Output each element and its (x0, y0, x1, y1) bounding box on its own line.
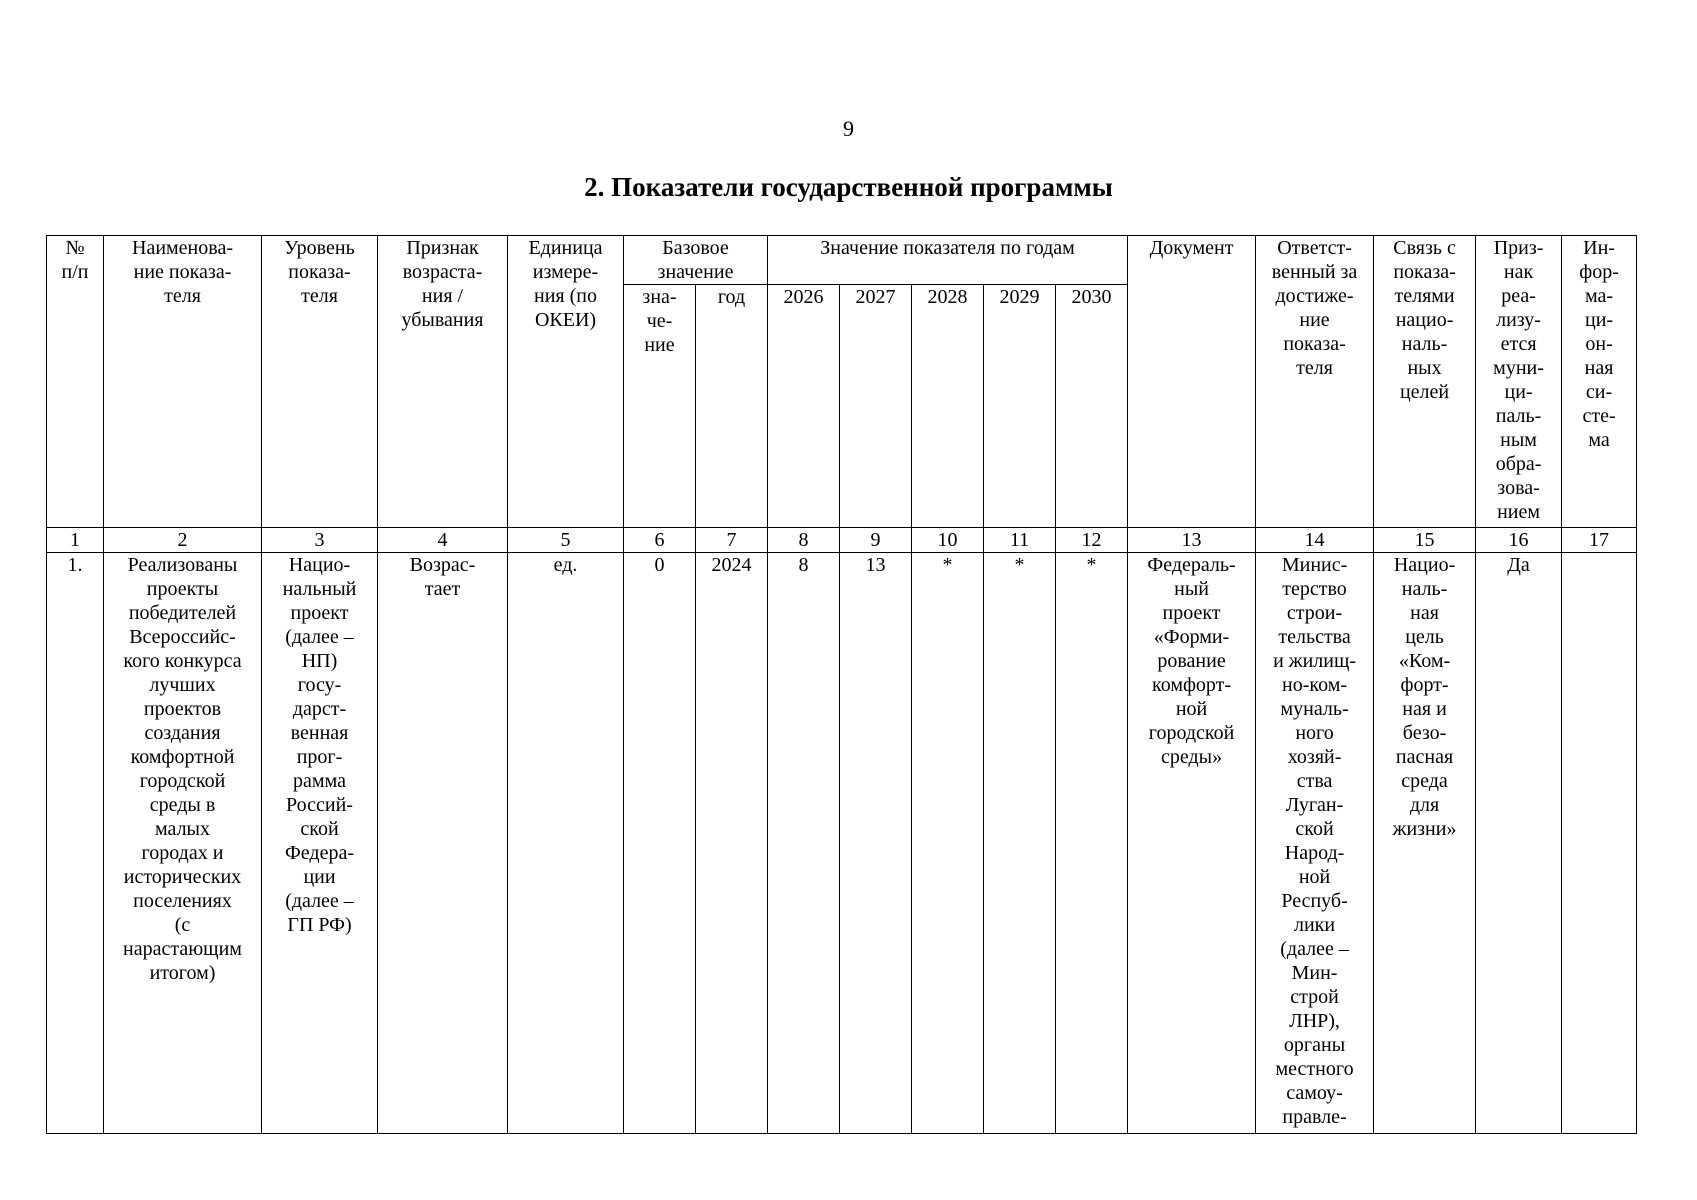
text-line: рамма (293, 770, 346, 792)
text-line: Возрас- (409, 554, 476, 576)
text-line: ГП РФ) (287, 914, 352, 936)
text-line: цель (1405, 626, 1444, 648)
text-line: Россий- (286, 794, 353, 816)
text-line: ма- (1585, 285, 1614, 307)
text-line: терство (1282, 578, 1347, 600)
text-line: ного (1295, 722, 1334, 744)
column-number: 16 (1476, 528, 1562, 553)
text-line: убывания (401, 309, 484, 331)
text-line: комфортной (130, 746, 235, 768)
text-line: нальный (282, 578, 357, 600)
indicator-name (104, 553, 262, 1134)
text-line: достиже- (1275, 285, 1354, 307)
value-2028: * (912, 553, 984, 1134)
text-line: проект (1162, 602, 1221, 624)
national-goals-link (1374, 553, 1476, 1134)
column-number: 6 (624, 528, 696, 553)
column-number: 10 (912, 528, 984, 553)
text-line: ный (1174, 578, 1209, 600)
text-line: ства (1296, 770, 1333, 792)
header-base-group (624, 236, 768, 285)
text-line: безо- (1402, 722, 1447, 744)
text-line: венная (290, 722, 349, 744)
text-line: госу- (297, 674, 342, 696)
text-line: ОКЕИ) (534, 309, 597, 331)
column-number: 3 (262, 528, 378, 553)
text-line: зна- (642, 286, 677, 308)
text-line: сте- (1582, 405, 1616, 427)
text-line: городах и (141, 842, 224, 864)
page-number: 9 (843, 116, 854, 141)
text-line: Всероссийс- (129, 626, 236, 648)
value-2027: 13 (840, 553, 912, 1134)
text-line: показа- (1283, 333, 1346, 355)
information-system (1562, 553, 1637, 1134)
column-number: 7 (696, 528, 768, 553)
text-line: Уровень (284, 237, 355, 259)
text-line: он- (1585, 333, 1613, 355)
text-line: Наименова- (132, 237, 233, 259)
text-line: прог- (296, 746, 343, 768)
header-years-group: Значение показателя по годам (768, 236, 1128, 285)
column-number: 4 (378, 528, 508, 553)
text-line: ции (303, 866, 336, 888)
indicators-table (46, 235, 1637, 1134)
text-line: итогом) (149, 962, 216, 984)
value-2029: * (984, 553, 1056, 1134)
text-line: ние показа- (133, 261, 232, 283)
column-number: 5 (508, 528, 624, 553)
text-line: Луган- (1285, 794, 1344, 816)
header-national-goals (1374, 236, 1476, 528)
text-line: городской (1148, 722, 1235, 744)
text-line: самоу- (1286, 1082, 1343, 1104)
text-line: ской (300, 818, 339, 840)
text-line: хозяй- (1287, 746, 1342, 768)
text-line: «Ком- (1398, 650, 1451, 672)
header-municipal (1476, 236, 1562, 528)
text-line: ных (1407, 357, 1442, 379)
text-line: проекты (146, 578, 219, 600)
text-line: ной (1175, 698, 1208, 720)
text-line: ма (1588, 429, 1610, 451)
text-line: нарастающим (123, 938, 242, 960)
header-year-2030: 2030 (1056, 285, 1128, 528)
text-line: Федера- (284, 842, 354, 864)
text-line: возраста- (402, 261, 483, 283)
text-line: венный за (1271, 261, 1358, 283)
column-number: 1 (47, 528, 104, 553)
page-title: 2. Показатели государственной программы (584, 172, 1113, 202)
text-line: для (1409, 794, 1440, 816)
text-line: поселениях (133, 890, 232, 912)
text-line: Признак (406, 237, 479, 259)
text-line: форт- (1400, 674, 1449, 696)
column-number: 17 (1562, 528, 1637, 553)
text-line: целей (1399, 381, 1450, 403)
text-line: лизу- (1496, 309, 1541, 331)
indicator-trend (378, 553, 508, 1134)
text-line: лучших (149, 674, 216, 696)
text-line: строй (1290, 986, 1339, 1008)
column-number: 2 (104, 528, 262, 553)
text-line: Народ- (1284, 842, 1345, 864)
column-numbers-row (47, 528, 1637, 553)
text-line: (с (174, 914, 191, 936)
text-line: обра- (1495, 453, 1542, 475)
text-line: пасная (1395, 746, 1454, 768)
text-line: Базовое (662, 237, 729, 259)
column-number: 12 (1056, 528, 1128, 553)
text-line: Ответст- (1277, 237, 1352, 259)
column-number: 13 (1128, 528, 1256, 553)
text-line: ние (1299, 309, 1330, 331)
document (1128, 553, 1256, 1134)
text-line: среды» (1160, 746, 1223, 768)
text-line: показа- (288, 261, 351, 283)
text-line: ная (1584, 357, 1614, 379)
header-number (47, 236, 104, 528)
base-value: 0 (624, 553, 696, 1134)
text-line: теля (164, 285, 201, 307)
text-line: наль- (1401, 333, 1448, 355)
text-line: среды в (149, 794, 216, 816)
text-line: НП) (301, 650, 338, 672)
column-number: 11 (984, 528, 1056, 553)
text-line: Единица (528, 237, 603, 259)
text-line: ния (по (534, 285, 597, 307)
header-year-2028: 2028 (912, 285, 984, 528)
text-line: Реализованы (127, 554, 238, 576)
text-line: Нацио- (288, 554, 351, 576)
header-responsible (1256, 236, 1374, 528)
text-line: реа- (1501, 285, 1536, 307)
text-line: нацио- (1395, 309, 1454, 331)
text-line: теля (1296, 357, 1333, 379)
text-line: (далее – (285, 626, 354, 648)
column-number: 9 (840, 528, 912, 553)
text-line: Документ (1149, 237, 1234, 259)
text-line: комфорт- (1152, 674, 1232, 696)
text-line: ци- (1585, 309, 1614, 331)
text-line: создания (144, 722, 221, 744)
text-line: и жилищ- (1273, 650, 1357, 672)
header-document (1128, 236, 1256, 528)
text-line: ная и (1402, 698, 1447, 720)
text-line: дарст- (292, 698, 347, 720)
header-row (47, 236, 1637, 285)
text-line: ЛНР), (1289, 1010, 1340, 1032)
header-year-2029: 2029 (984, 285, 1056, 528)
column-number: 14 (1256, 528, 1374, 553)
value-2030: * (1056, 553, 1128, 1134)
text-line: победителей (128, 602, 237, 624)
text-line: Ин- (1583, 237, 1615, 259)
text-line: п/п (61, 261, 89, 283)
text-line: че- (646, 310, 673, 332)
text-line: Связь с (1393, 237, 1456, 259)
text-line: Мин- (1291, 962, 1338, 984)
text-line: проектов (143, 698, 222, 720)
header-unit (508, 236, 624, 528)
text-line: значение (657, 261, 734, 283)
text-line: си- (1585, 381, 1613, 403)
row-number: 1. (47, 553, 104, 1134)
text-line: муни- (1493, 357, 1544, 379)
text-line: теля (301, 285, 338, 307)
text-line: исторических (123, 866, 242, 888)
column-number: 8 (768, 528, 840, 553)
header-base-year: год (696, 285, 768, 528)
text-line: строи- (1286, 602, 1343, 624)
text-line: телями (1394, 285, 1455, 307)
header-indicator-name (104, 236, 262, 528)
responsible (1256, 553, 1374, 1134)
text-line: нак (1503, 261, 1534, 283)
text-line: (далее – (1280, 938, 1349, 960)
text-line: ние (644, 334, 675, 356)
text-line: лики (1293, 914, 1336, 936)
text-line: Минис- (1281, 554, 1348, 576)
indicator-unit: ед. (508, 553, 624, 1134)
base-year: 2024 (696, 553, 768, 1134)
text-line: (далее – (285, 890, 354, 912)
header-year-2027: 2027 (840, 285, 912, 528)
text-line: муналь- (1280, 698, 1349, 720)
text-line: измере- (532, 261, 599, 283)
column-number: 15 (1374, 528, 1476, 553)
value-2026: 8 (768, 553, 840, 1134)
text-line: ци- (1504, 381, 1533, 403)
text-line: тает (424, 578, 461, 600)
text-line: ным (1500, 429, 1537, 451)
text-line: городской (139, 770, 226, 792)
text-line: № (65, 237, 85, 259)
text-line: среда (1401, 770, 1448, 792)
text-line: правле- (1282, 1106, 1347, 1128)
text-line: «Форми- (1153, 626, 1230, 648)
text-line: фор- (1579, 261, 1619, 283)
text-line: местного (1275, 1058, 1354, 1080)
text-line: рование (1157, 650, 1226, 672)
municipal-implementation: Да (1476, 553, 1562, 1134)
text-line: наль- (1401, 578, 1448, 600)
text-line: Приз- (1493, 237, 1544, 259)
text-line: малых (155, 818, 210, 840)
text-line: но-ком- (1282, 674, 1348, 696)
text-line: ная (1410, 602, 1439, 624)
header-trend (378, 236, 508, 528)
text-line: Респуб- (1281, 890, 1348, 912)
text-line: жизни» (1392, 818, 1457, 840)
text-line: органы (1283, 1034, 1346, 1056)
text-line: нием (1497, 501, 1541, 523)
text-line: кого конкурса (123, 650, 242, 672)
text-line: проект (290, 602, 349, 624)
header-indicator-level (262, 236, 378, 528)
text-line: зова- (1497, 477, 1540, 499)
header-base-value (624, 285, 696, 528)
text-line: ской (1295, 818, 1334, 840)
text-line: ной (1298, 866, 1331, 888)
text-line: ется (1500, 333, 1537, 355)
text-line: Федераль- (1147, 554, 1236, 576)
text-line: тельства (1278, 626, 1351, 648)
indicator-level (262, 553, 378, 1134)
header-year-2026: 2026 (768, 285, 840, 528)
text-line: паль- (1495, 405, 1542, 427)
header-info-system (1562, 236, 1637, 528)
table-row (47, 553, 1637, 1134)
text-line: ния / (421, 285, 464, 307)
text-line: Нацио- (1393, 554, 1456, 576)
text-line: показа- (1393, 261, 1456, 283)
